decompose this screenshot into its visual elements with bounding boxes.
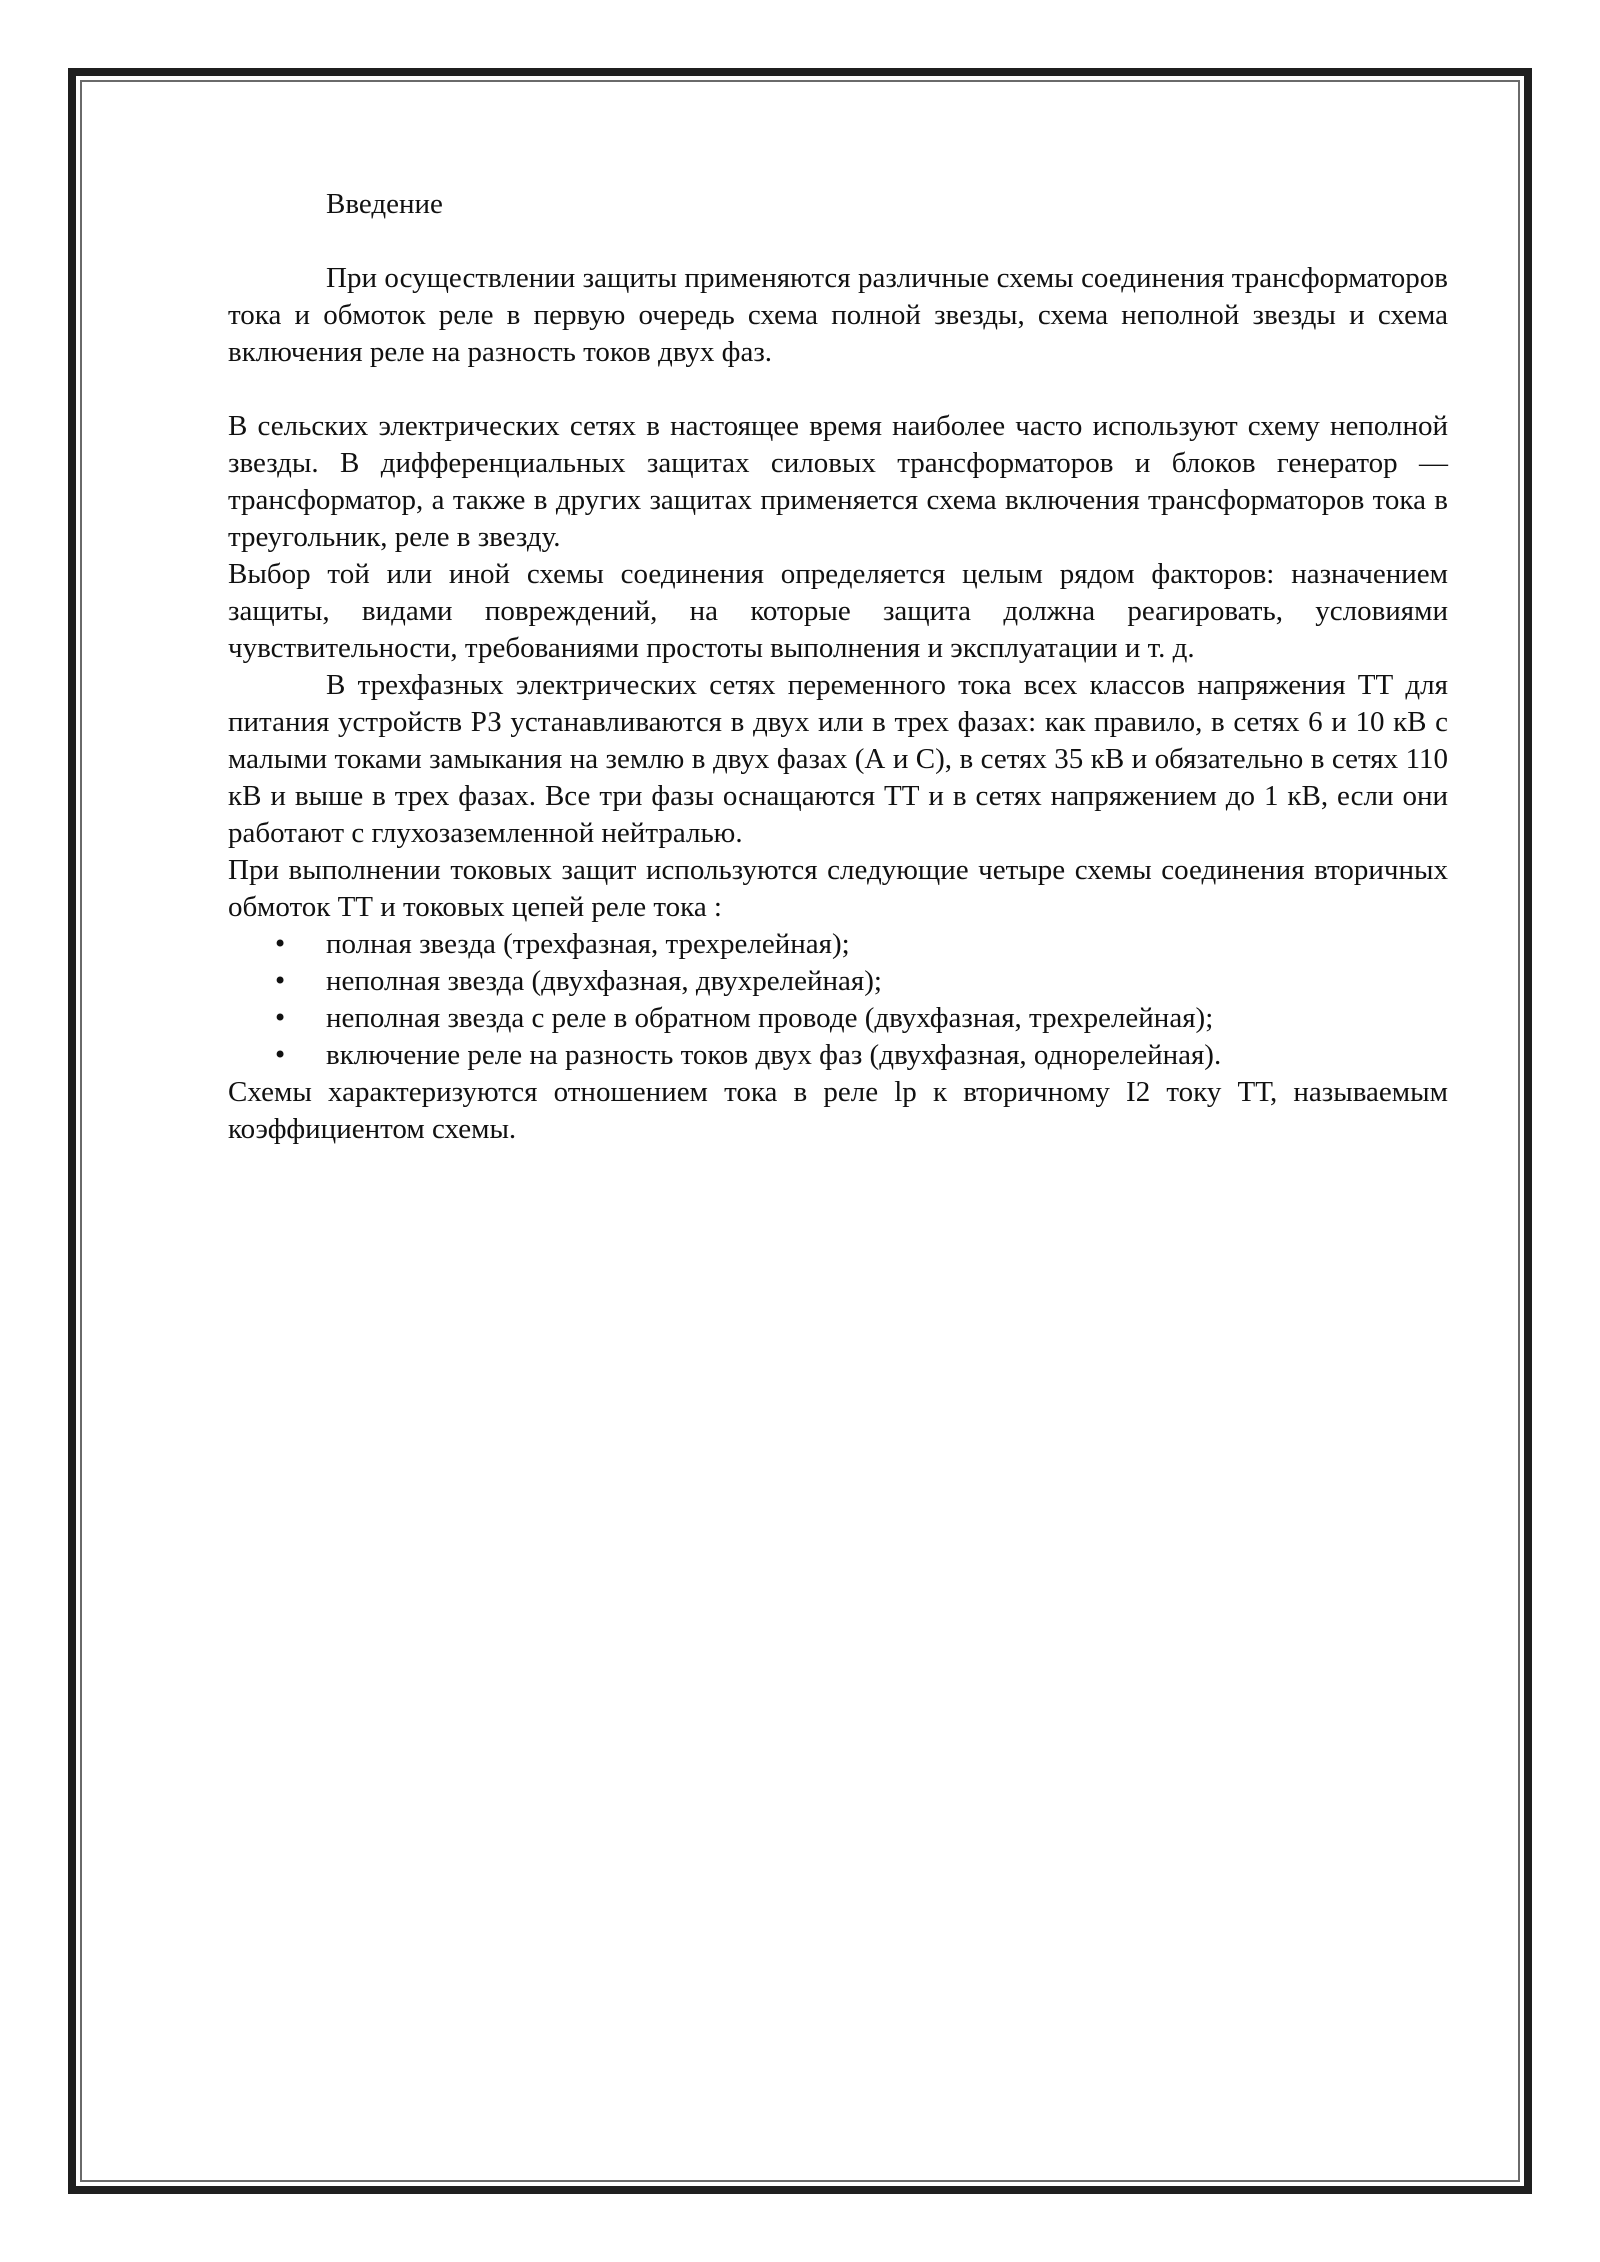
list-item-text: неполная звезда с реле в обратном проводе (двухфазная, трехрелейная); xyxy=(326,1002,1214,1034)
paragraph-schemes-intro: При выполнении токовых защит используются следующие четыре схемы соединения вторичных обмоток ТТ и токовых цепей реле тока : xyxy=(228,854,1448,923)
paragraph-three-phase: В трехфазных электрических сетях переменного тока всех классов напряжения ТТ для питания устройств РЗ устанавливаются в двух или в трех фазах: как правило, в сетях 6 и 10 кВ с малыми токами замыкания на землю в двух фазах (А и С), в сетях 35 кВ и обязательно в сетях 110 кВ и выше в трех фазах. Все три фазы оснащаются ТТ и в сетях напряжением до 1 кВ, если они работают с глухозаземленной нейтралью. xyxy=(228,669,1448,849)
list-item-text: включение реле на разность токов двух фаз (двухфазная, однорелейная). xyxy=(326,1039,1222,1071)
list-item-text: полная звезда (трехфазная, трехрелейная); xyxy=(326,928,850,960)
list-item xyxy=(228,1000,1448,1037)
paragraph-closing: Схемы характеризуются отношением тока в реле lр к вторичному I2 току ТТ, называемым коэффициентом схемы. xyxy=(228,1076,1448,1145)
paragraph-choice-factors: Выбор той или иной схемы соединения определяется целым рядом факторов: назначением защиты, видами повреждений, на которые защита должна реагировать, условиями чувствительности, требованиями простоты выполнения и эксплуатации и т. д. xyxy=(228,558,1448,664)
paragraph-rural-networks: В сельских электрических сетях в настоящее время наиболее часто используют схему неполной звезды. В дифференциальных защитах силовых трансформаторов и блоков генератор — трансформатор, а также в других защитах применяется схема включения трансформаторов тока в треугольник, реле в звезду. xyxy=(228,410,1448,553)
paragraph-intro: При осуществлении защиты применяются различные схемы соединения трансформаторов тока и обмоток реле в первую очередь схема полной звезды, схема неполной звезды и схема включения реле на разность токов двух фаз. xyxy=(228,262,1448,368)
document-heading: Введение xyxy=(326,188,443,220)
list-item xyxy=(228,926,1448,963)
bullet-icon: • xyxy=(273,967,288,995)
list-item xyxy=(228,1037,1448,1074)
list-item-text: неполная звезда (двухфазная, двухрелейная); xyxy=(326,965,882,997)
bullet-icon: • xyxy=(273,1041,288,1069)
schemes-list xyxy=(228,926,1448,1074)
bullet-icon: • xyxy=(273,930,288,958)
list-item xyxy=(228,963,1448,1000)
bullet-icon: • xyxy=(273,1004,288,1032)
document-body xyxy=(228,186,1448,1148)
